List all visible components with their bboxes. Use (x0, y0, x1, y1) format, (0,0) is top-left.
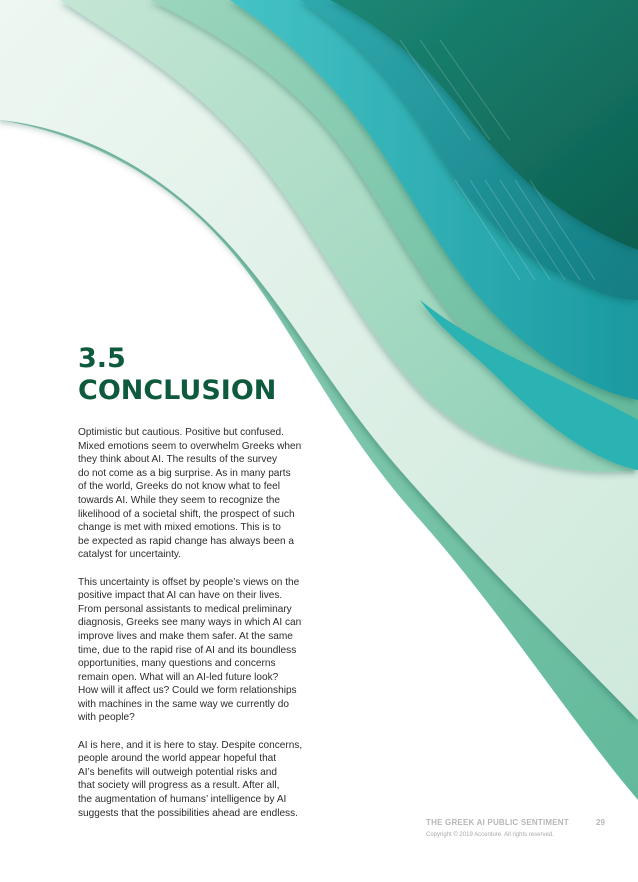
text-line: people around the world appear hopeful that (78, 753, 277, 765)
text-line: change is met with mixed emotions. This is to (78, 522, 281, 534)
page-footer (426, 818, 605, 838)
text-line: do not come as a big surprise. As in many parts (78, 467, 291, 479)
text-line: be expected as rapid change has always been a (78, 535, 295, 547)
text-line: AI’s benefits will outweigh potential risks and (78, 766, 277, 778)
text-line: catalyst for uncertainty. (78, 549, 182, 561)
text-line: diagnosis, Greeks see many ways in which AI can (78, 617, 302, 629)
page-number: 29 (596, 818, 605, 827)
text-line: of the world, Greeks do not know what to feel (78, 481, 280, 493)
section-heading (78, 343, 276, 407)
text-line: Mixed emotions seem to overwhelm Greeks when (78, 440, 302, 452)
text-line: with people? (78, 712, 135, 724)
copyright-notice: Copyright © 2019 Accenture. All rights reserved. (426, 832, 554, 838)
text-line: AI is here, and it is here to stay. Despite concerns, (78, 739, 303, 751)
text-line: opportunities, many questions and concerns (78, 658, 276, 670)
text-line: remain open. What will an AI-led future look? (78, 671, 279, 683)
text-line: positive impact that AI can have on their lives. (78, 590, 283, 602)
text-line: that society will progress as a result. After all, (78, 780, 280, 792)
paragraph-3 (78, 739, 322, 821)
text-line: From personal assistants to medical preliminary (78, 603, 292, 615)
text-line: they think about AI. The results of the survey (78, 454, 277, 466)
text-line: with machines in the same way we currently do (78, 698, 289, 710)
section-title: CONCLUSION (78, 375, 277, 406)
text-line: towards AI. While they seem to recognize the (78, 494, 280, 506)
paragraph-2 (78, 576, 322, 726)
text-line: suggests that the possibilities ahead are endless. (78, 807, 298, 819)
body-text (78, 426, 322, 834)
text-line: This uncertainty is offset by people’s views on the (78, 576, 300, 588)
paragraph-1 (78, 426, 322, 562)
text-line: likelihood of a societal shift, the prospect of such (78, 508, 295, 520)
footer-title: THE GREEK AI PUBLIC SENTIMENT (426, 818, 569, 827)
text-line: time, due to the rapid rise of AI and its boundless (78, 644, 297, 656)
text-line: How will it affect us? Could we form relationships (78, 685, 297, 697)
text-line: Optimistic but cautious. Positive but confused. (78, 427, 284, 438)
text-line: the augmentation of humans’ intelligence by AI (78, 794, 287, 806)
text-line: improve lives and make them safer. At the same (78, 630, 293, 642)
section-number: 3.5 (78, 343, 126, 374)
